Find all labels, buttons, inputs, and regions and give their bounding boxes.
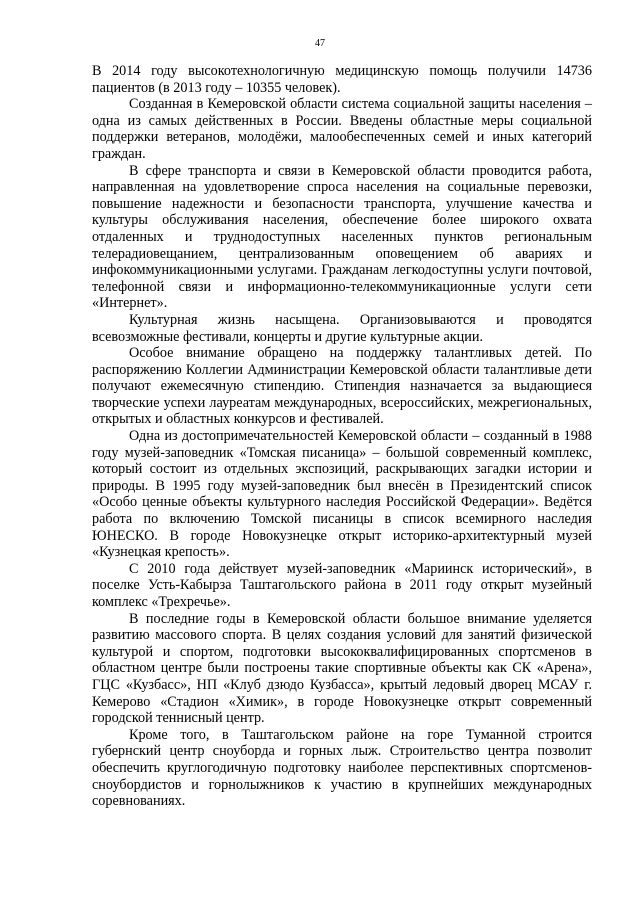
paragraph-transport-communication: В сфере транспорта и связи в Кемеровской области проводится работа, направленная на удовлетворение спроса населения на социальные перевозки, повышение надежности и безопасности транспорта, улучшение качества и культуры обслуживания населения, обеспечение более широкого охвата отдаленных и труднодоступных населенных пунктов региональным телерадиовещанием, централизованным оповещением об авариях и инфокоммуникационными услугами. Гражданам легкодоступны услуги почтовой, телефонной связи и информационно-телекоммуникационные услуги сети «Интернет». [92, 162, 592, 312]
paragraph-mass-sport: В последние годы в Кемеровской области большое внимание уделяется развитию массового спорта. В целях создания условий для занятий физической культурой и спортом, подготовки высококвалифицированных спортсменов в областном центре были построены такие спортивные объекты как СК «Арена», ГЦС «Кузбасс», НП «Клуб дзюдо Кузбасса», крытый ледовый дворец МСАУ г. Кемерово «Стадион «Химик», в городе Новокузнецке открыт современный городской теннисный центр. [92, 610, 592, 727]
page-number: 47 [315, 38, 325, 49]
paragraph-tomskaya-pisanitsa: Одна из достопримечательностей Кемеровской области – созданный в 1988 году музей-заповедник «Томская писаница» – большой современный комплекс, который состоит из отдельных экспозиций, раскрывающих загадки истории и природы. В 1995 году музей-заповедник был внесён в Президентский список «Особо ценные объекты культурного наследия Российской Федерации». Ведётся работа по включению Томской писаницы в список всемирного наследия ЮНЕСКО. В городе Новокузнецке открыт историко-архитектурный музей «Кузнецкая крепость». [92, 428, 592, 561]
page-body [92, 63, 592, 810]
paragraph-high-tech-care: В 2014 году высокотехнологичную медицинскую помощь получили 14736 пациентов (в 2013 году – 10355 человек). [92, 63, 592, 96]
paragraph-talented-children: Особое внимание обращено на поддержку талантливых детей. По распоряжению Коллегии Администрации Кемеровской области талантливые дети получают ежемесячную стипендию. Стипендия назначается за выдающиеся творческие успехи лауреатам международных, всероссийских, межрегиональных, открытых и областных конкурсов и фестивалей. [92, 345, 592, 428]
paragraph-social-protection: Созданная в Кемеровской области система социальной защиты населения – одна из самых действенных в России. Введены областные меры социальной поддержки ветеранов, молодёжи, малообеспеченных семей и иных категорий граждан. [92, 96, 592, 162]
paragraph-cultural-life: Культурная жизнь насыщена. Организовываются и проводятся всевозможные фестивали, концерты и другие культурные акции. [92, 311, 592, 345]
paragraph-ski-center: Кроме того, в Таштагольском районе на горе Туманной строится губернский центр сноуборда и горных лыж. Строительство центра позволит обеспечить круглогодичную подготовку наиболее перспективных спортсменов-сноубордистов и горнолыжников к участию в крупнейших международных соревнованиях. [92, 726, 592, 810]
paragraph-museums: С 2010 года действует музей-заповедник «Мариинск исторический», в поселке Усть-Кабырза Таштагольского района в 2011 году открыт музейный комплекс «Трехречье». [92, 560, 592, 610]
